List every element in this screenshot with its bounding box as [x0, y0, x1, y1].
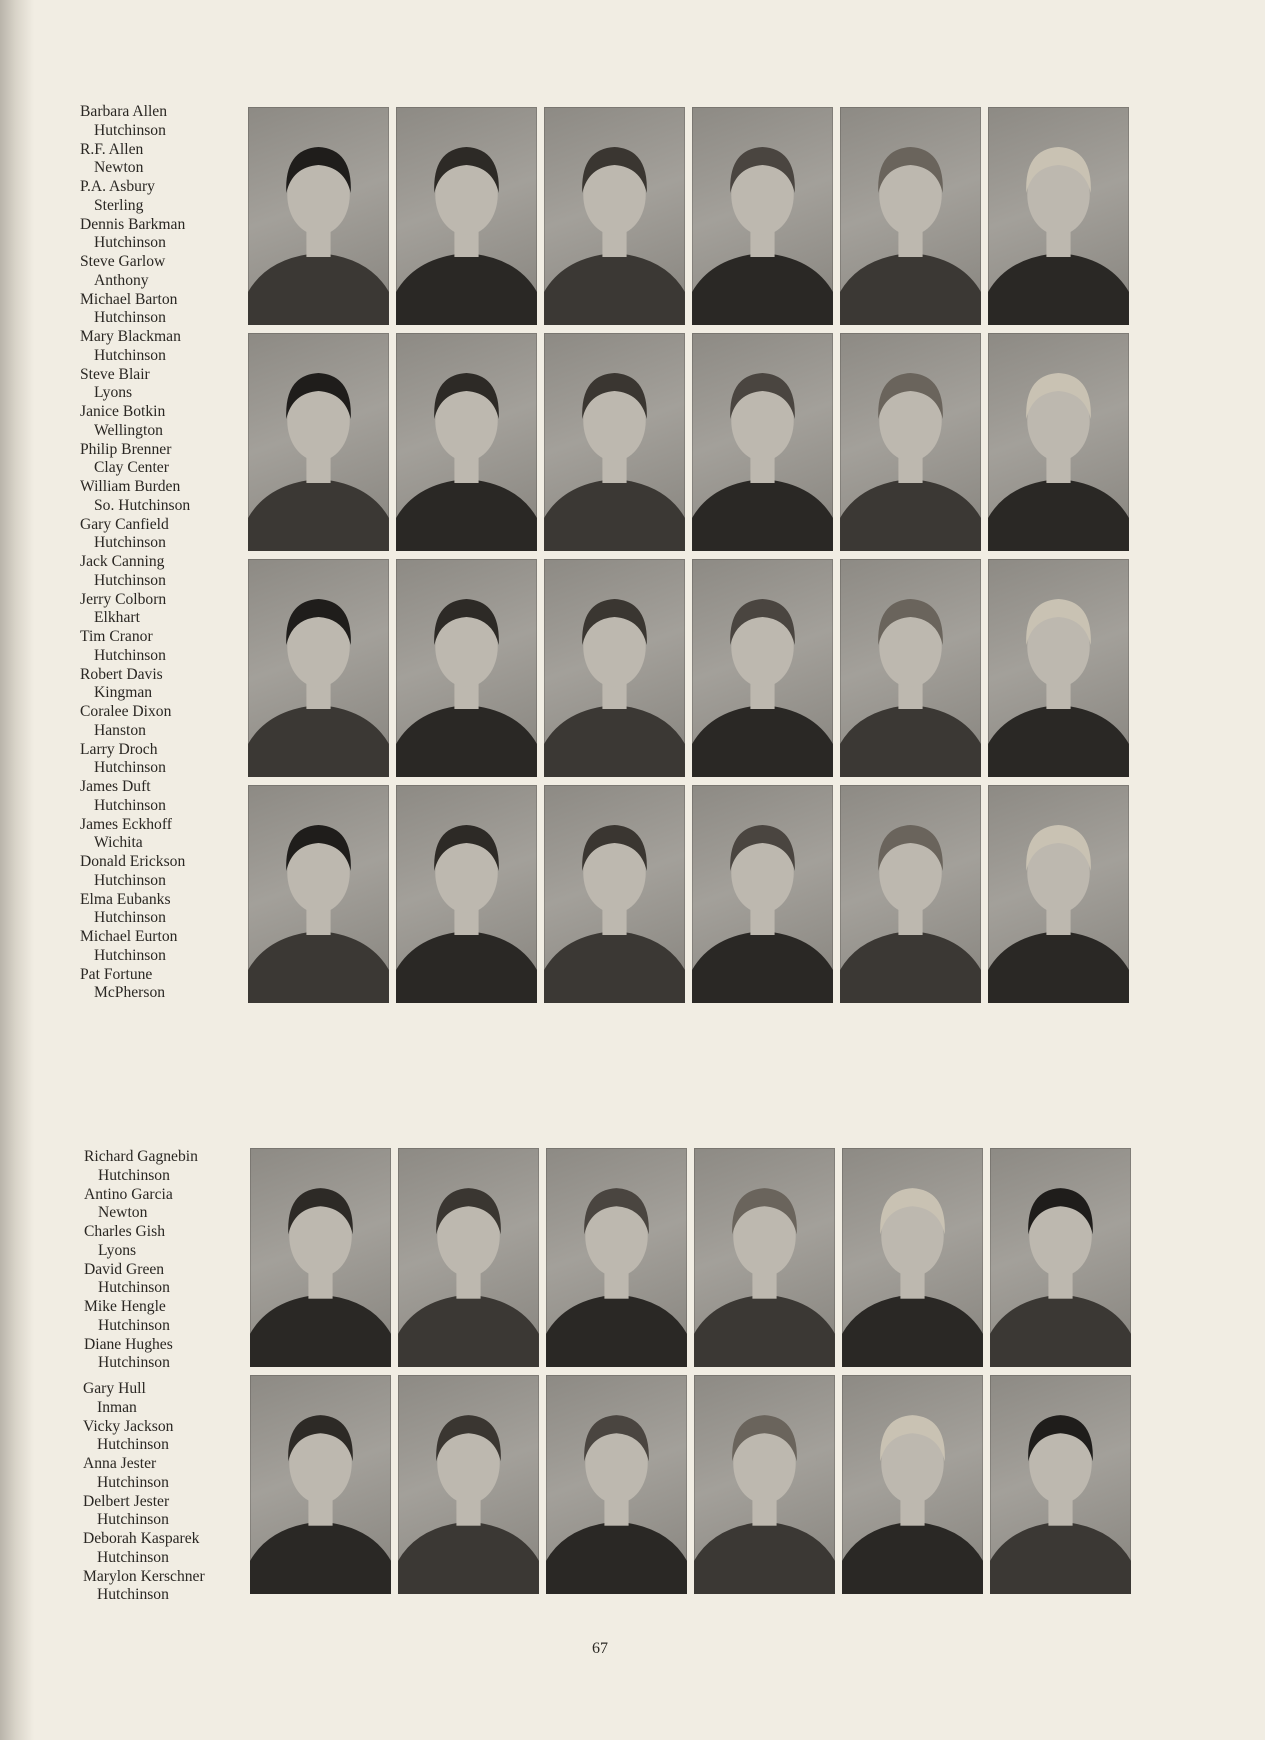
student-entry — [80, 966, 190, 1004]
student-portrait — [396, 333, 537, 551]
student-portrait — [990, 1148, 1131, 1367]
student-hometown: Hutchinson — [94, 946, 166, 964]
student-portrait — [248, 333, 389, 551]
student-hometown: Newton — [98, 1204, 148, 1222]
student-name: William Burden — [80, 478, 181, 495]
student-portrait — [396, 785, 537, 1003]
student-hometown: Hanston — [94, 721, 146, 739]
page-number: 67 — [592, 1640, 608, 1657]
student-entry — [80, 628, 190, 666]
student-entry — [80, 778, 190, 816]
page-binding-shadow — [0, 0, 34, 1740]
student-name: Tim Cranor — [80, 628, 153, 645]
student-entry — [80, 553, 190, 591]
name-list-section-two-top — [84, 1148, 198, 1373]
student-entry — [80, 516, 190, 554]
name-list-section-two-bottom — [83, 1380, 205, 1605]
student-entry — [84, 1186, 198, 1224]
student-hometown: Hutchinson — [94, 796, 166, 814]
student-name: David Green — [84, 1260, 165, 1278]
student-entry — [80, 328, 190, 366]
student-hometown: Hutchinson — [94, 534, 166, 552]
student-entry — [83, 1530, 205, 1568]
student-hometown: Hutchinson — [97, 1511, 169, 1529]
student-hometown: Hutchinson — [94, 309, 166, 327]
student-name: Steve Garlow — [80, 253, 166, 270]
student-entry — [80, 441, 190, 479]
student-name: Michael Barton — [80, 290, 178, 308]
student-portrait — [988, 333, 1129, 551]
student-name: Richard Gagnebin — [84, 1148, 198, 1165]
student-name: Jack Canning — [80, 553, 165, 570]
student-name: Pat Fortune — [80, 965, 153, 983]
student-name: Mike Hengle — [84, 1298, 166, 1315]
student-name: Barbara Allen — [80, 103, 168, 120]
student-name: Robert Davis — [80, 665, 163, 683]
student-hometown: Inman — [97, 1398, 137, 1416]
student-portrait — [840, 559, 981, 777]
name-list-section-one — [80, 103, 190, 1003]
student-name: Donald Erickson — [80, 853, 186, 870]
student-hometown: Hutchinson — [94, 571, 166, 589]
student-name: Deborah Kasparek — [83, 1530, 200, 1547]
student-entry — [80, 816, 190, 854]
student-name: Dennis Barkman — [80, 215, 186, 233]
student-portrait — [250, 1148, 391, 1367]
student-entry — [80, 928, 190, 966]
student-name: Michael Eurton — [80, 928, 178, 945]
student-portrait — [396, 107, 537, 325]
student-hometown: Lyons — [98, 1241, 137, 1259]
student-portrait — [398, 1148, 539, 1367]
student-entry — [80, 703, 190, 741]
student-hometown: Hutchinson — [94, 234, 166, 252]
student-portrait — [988, 559, 1129, 777]
student-name: P.A. Asbury — [80, 178, 155, 195]
student-entry — [80, 891, 190, 929]
student-portrait — [694, 1375, 835, 1594]
student-entry — [84, 1298, 198, 1336]
student-entry — [80, 591, 190, 629]
student-entry — [80, 141, 190, 179]
student-portrait — [840, 333, 981, 551]
student-portrait — [248, 559, 389, 777]
student-portrait — [250, 1375, 391, 1594]
student-entry — [84, 1261, 198, 1299]
student-name: Anna Jester — [83, 1455, 157, 1472]
student-name: James Duft — [80, 778, 151, 795]
student-portrait — [692, 107, 833, 325]
student-entry — [80, 741, 190, 779]
student-entry — [83, 1493, 205, 1531]
student-portrait — [544, 559, 685, 777]
student-hometown: Lyons — [94, 384, 133, 402]
student-portrait — [248, 107, 389, 325]
student-entry — [80, 853, 190, 891]
student-name: Janice Botkin — [80, 403, 166, 420]
student-name: Delbert Jester — [83, 1492, 170, 1510]
student-name: Jerry Colborn — [80, 590, 167, 608]
student-hometown: Clay Center — [94, 459, 169, 477]
student-portrait — [248, 785, 389, 1003]
student-portrait — [990, 1375, 1131, 1594]
student-hometown: Hutchinson — [94, 759, 166, 777]
student-name: Marylon Kerschner — [83, 1567, 205, 1585]
student-portrait — [546, 1148, 687, 1367]
student-hometown: Hutchinson — [97, 1586, 169, 1604]
student-hometown: Hutchinson — [98, 1279, 170, 1297]
student-entry — [83, 1418, 205, 1456]
student-entry — [84, 1336, 198, 1374]
student-hometown: Anthony — [94, 271, 149, 289]
student-entry — [80, 478, 190, 516]
student-portrait — [694, 1148, 835, 1367]
student-entry — [80, 216, 190, 254]
student-hometown: Wellington — [94, 421, 163, 439]
student-entry — [80, 178, 190, 216]
student-name: Gary Canfield — [80, 515, 169, 533]
student-hometown: McPherson — [94, 984, 166, 1002]
student-portrait — [842, 1375, 983, 1594]
student-hometown: Hutchinson — [94, 121, 166, 139]
student-hometown: Hutchinson — [98, 1316, 170, 1334]
student-portrait — [840, 785, 981, 1003]
student-name: Larry Droch — [80, 740, 158, 758]
student-entry — [83, 1568, 205, 1606]
student-portrait — [544, 785, 685, 1003]
student-portrait — [692, 333, 833, 551]
student-name: Gary Hull — [83, 1380, 146, 1397]
student-entry — [80, 291, 190, 329]
student-name: Steve Blair — [80, 365, 150, 383]
student-hometown: Hutchinson — [94, 346, 166, 364]
student-name: Coralee Dixon — [80, 703, 172, 720]
student-name: R.F. Allen — [80, 140, 144, 158]
student-entry — [80, 103, 190, 141]
student-name: Elma Eubanks — [80, 890, 171, 908]
student-entry — [80, 403, 190, 441]
student-hometown: Hutchinson — [94, 646, 166, 664]
student-hometown: Hutchinson — [98, 1354, 170, 1372]
student-entry — [80, 666, 190, 704]
student-name: James Eckhoff — [80, 815, 172, 833]
student-hometown: Hutchinson — [97, 1548, 169, 1566]
student-portrait — [692, 559, 833, 777]
student-entry — [83, 1455, 205, 1493]
student-name: Diane Hughes — [84, 1335, 173, 1353]
student-hometown: So. Hutchinson — [94, 496, 191, 514]
student-portrait — [842, 1148, 983, 1367]
portrait-grid-section-two — [250, 1148, 1131, 1594]
student-portrait — [692, 785, 833, 1003]
student-portrait — [396, 559, 537, 777]
student-hometown: Sterling — [94, 196, 144, 214]
student-hometown: Hutchinson — [94, 909, 166, 927]
student-name: Charles Gish — [84, 1223, 165, 1240]
student-entry — [80, 253, 190, 291]
student-hometown: Hutchinson — [97, 1436, 169, 1454]
student-name: Mary Blackman — [80, 328, 181, 345]
student-entry — [83, 1380, 205, 1418]
student-hometown: Kingman — [94, 684, 153, 702]
student-portrait — [544, 333, 685, 551]
student-hometown: Elkhart — [94, 609, 140, 627]
student-portrait — [840, 107, 981, 325]
student-portrait — [988, 785, 1129, 1003]
student-hometown: Hutchinson — [97, 1473, 169, 1491]
student-name: Vicky Jackson — [83, 1417, 174, 1435]
student-hometown: Hutchinson — [94, 871, 166, 889]
student-hometown: Hutchinson — [98, 1166, 170, 1184]
student-entry — [84, 1148, 198, 1186]
student-portrait — [546, 1375, 687, 1594]
student-name: Antino Garcia — [84, 1185, 173, 1203]
student-entry — [84, 1223, 198, 1261]
student-hometown: Wichita — [94, 834, 143, 852]
student-portrait — [988, 107, 1129, 325]
student-portrait — [398, 1375, 539, 1594]
student-hometown: Newton — [94, 159, 144, 177]
student-portrait — [544, 107, 685, 325]
portrait-grid-section-one — [248, 107, 1129, 1003]
student-name: Philip Brenner — [80, 440, 172, 458]
student-entry — [80, 366, 190, 404]
